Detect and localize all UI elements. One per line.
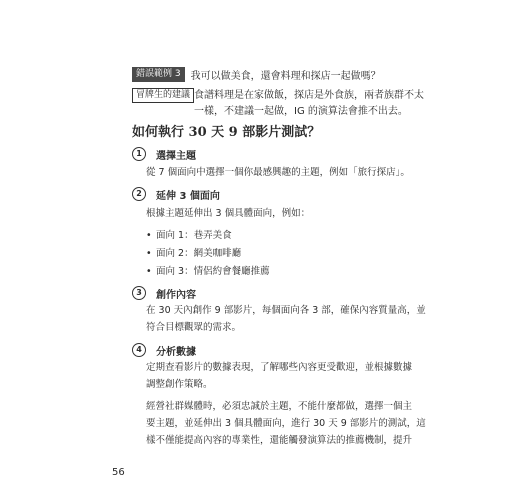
list-item-text: 面向 1：巷弄美食: [156, 230, 232, 241]
list-item-text: 面向 2：網美咖啡廳: [156, 248, 242, 259]
step-paragraph: [146, 205, 406, 222]
advice-line: 食譜料理是在家做飯，探店是外食族，兩者族群不太: [194, 90, 424, 101]
step-heading: [132, 285, 520, 301]
advice-text: [194, 88, 434, 120]
example-question: 我可以做美食，還會料理和探店一起做嗎？: [190, 70, 381, 82]
list-item: [146, 229, 520, 243]
step-number-circle: 2: [132, 187, 146, 201]
example-line: [132, 66, 520, 82]
list-item-text: 面向 3：情侶約會餐廳推薦: [156, 266, 270, 277]
paragraph-line: 定期查看影片的數據表現，了解哪些內容更受歡迎，並根據數據: [146, 362, 413, 373]
step-heading: [132, 186, 520, 202]
step-number-circle: 1: [132, 147, 146, 161]
paragraph-line: 從 7 個面向中選擇一個你最感興趣的主題，例如「旅行探店」。: [146, 167, 410, 178]
step-title: 分析數據: [156, 346, 196, 358]
body-paragraph: [146, 398, 426, 449]
bullet-icon: •: [146, 266, 152, 277]
page-number: 56: [112, 467, 125, 478]
step-number-circle: 4: [132, 343, 146, 357]
advice-line: 一樣，不建議一起做，IG 的演算法會推不出去。: [194, 106, 408, 117]
step-title: 延伸 3 個面向: [156, 190, 220, 202]
paragraph-line: 樣不僅能提高內容的專業性，還能觸發演算法的推薦機制，提升: [146, 435, 413, 446]
paragraph-line: 根據主題延伸出 3 個具體面向，例如：: [146, 208, 311, 219]
advice-badge: 冒牌生的建議: [132, 88, 194, 103]
step-paragraph: [146, 302, 426, 336]
step-title: 創作內容: [156, 289, 196, 301]
step-paragraph: [146, 359, 413, 393]
paragraph-line: 在 30 天內創作 9 部影片，每個面向各 3 部，確保內容質量高，並: [146, 305, 426, 316]
step-paragraph: [146, 164, 410, 181]
list-item: [146, 265, 520, 279]
list-item: [146, 247, 520, 261]
step-number-circle: 3: [132, 286, 146, 300]
paragraph-line: 要主題，並延伸出 3 個具體面向，進行 30 天 9 部影片的測試，這: [146, 418, 426, 429]
step-title: 選擇主題: [156, 150, 196, 162]
section-heading: 如何執行 30 天 9 部影片測試？: [132, 125, 321, 140]
bullet-icon: •: [146, 230, 152, 241]
paragraph-line: 調整創作策略。: [146, 379, 213, 390]
paragraph-line: 經營社群媒體時，必須忠誠於主題，不能什麼都做，選擇一個主: [146, 401, 413, 412]
step-heading: [132, 342, 520, 358]
example-badge: 錯誤範例 3: [132, 67, 185, 82]
step-heading: [132, 146, 520, 162]
bullet-icon: •: [146, 248, 152, 259]
paragraph-line: 符合目標觀眾的需求。: [146, 322, 242, 333]
